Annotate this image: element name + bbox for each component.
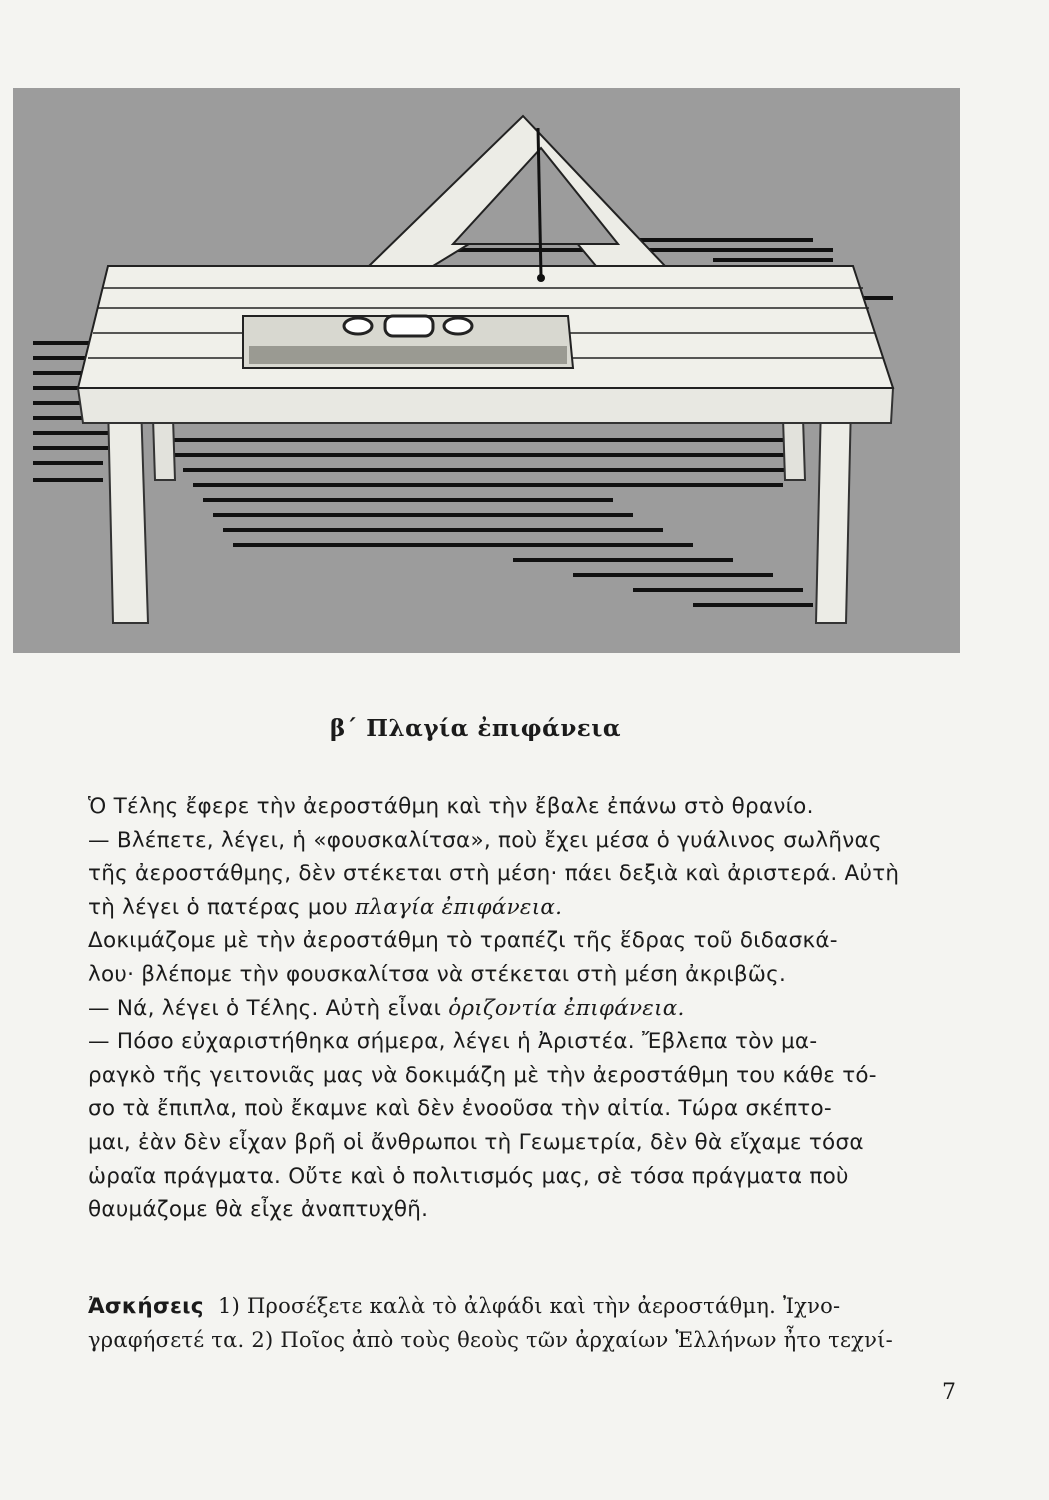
plumb-triangle-icon	[369, 116, 665, 282]
exercise-text: 1) Προσέξετε καλὰ τὸ ἀλφάδι καὶ τὴν ἀεροστάθμη. Ἰχνο-	[217, 1294, 841, 1318]
text-line	[88, 891, 958, 925]
body-text	[88, 790, 958, 1227]
table-leg-right	[816, 403, 851, 623]
page-number: 7	[942, 1380, 956, 1405]
exercises-label: Ἀσκήσεις	[88, 1294, 204, 1319]
text-line: θαυμάζομε θὰ εἶχε ἀναπτυχθῆ.	[88, 1197, 429, 1223]
spirit-level-icon	[243, 316, 573, 368]
italic-term: πλαγία ἐπιφάνεια.	[355, 894, 563, 920]
text-line: ὡραῖα πράγματα. Οὔτε καὶ ὁ πολιτισμός μας, σὲ τόσα πράγματα ποὺ	[88, 1163, 849, 1189]
text-span: τὴ λέγει ὁ πατέρας μου	[88, 894, 356, 920]
text-line: Δοκιμάζομε μὲ τὴν ἀεροστάθμη τὸ τραπέζι τῆς ἕδρας τοῦ διδασκά-	[88, 928, 838, 954]
text-line	[88, 1290, 958, 1324]
text-line: — Βλέπετε, λέγει, ἡ «φουσκαλίτσα», ποὺ ἔχει μέσα ὁ γυάλινος σωλῆνας	[88, 827, 882, 853]
text-line: Ὁ Τέλης ἔφερε τὴν ἀεροστάθμη καὶ τὴν ἔβαλε ἐπάνω στὸ θρανίο.	[88, 794, 814, 819]
text-line: λου· βλέπομε τὴν φουσκαλίτσα νὰ στέκεται στὴ μέση ἀκριβῶς.	[88, 961, 787, 987]
text-line: τῆς ἀεροστάθμης, δὲν στέκεται στὴ μέση· πάει δεξιὰ καὶ ἀριστερά. Αὐτὴ	[88, 861, 900, 887]
exercise-text: γραφήσετέ τα. 2) Ποῖος ἀπὸ τοὺς θεοὺς τῶν ἀρχαίων Ἑλλήνων ἦτο τεχνί-	[88, 1327, 893, 1352]
text-line: ραγκὸ τῆς γειτονιᾶς μας νὰ δοκιμάζη μὲ τὴν ἀεροστάθμη του κάθε τό-	[88, 1062, 877, 1088]
text-line: μαι, ἐὰν δὲν εἶχαν βρῆ οἱ ἄνθρωποι τὴ Γεωμετρία, δὲν θὰ εἴχαμε τόσα	[88, 1129, 864, 1155]
table-drawing	[13, 88, 960, 653]
section-title: Πλαγία ἐπιφάνεια	[366, 715, 622, 742]
text-line	[88, 1324, 958, 1358]
text-line: — Πόσο εὐχαριστήθηκα σήμερα, λέγει ἡ Ἀριστέα. Ἔβλεπα τὸν μα-	[88, 1029, 818, 1055]
section-heading	[330, 715, 621, 742]
exercises	[88, 1290, 958, 1357]
italic-term: ὁριζοντία ἐπιφάνεια.	[448, 995, 685, 1021]
table-illustration	[13, 88, 960, 653]
text-span: — Νά, λέγει ὁ Τέλης. Αὐτὴ εἶναι	[88, 995, 449, 1021]
table-leg-left	[108, 403, 148, 623]
text-line	[88, 992, 958, 1026]
text-line: σο τὰ ἔπιπλα, ποὺ ἔκαμνε καὶ δὲν ἐνοοῦσα τὴν αἰτία. Τώρα σκέπτο-	[88, 1096, 832, 1122]
section-number: β΄	[330, 715, 358, 742]
